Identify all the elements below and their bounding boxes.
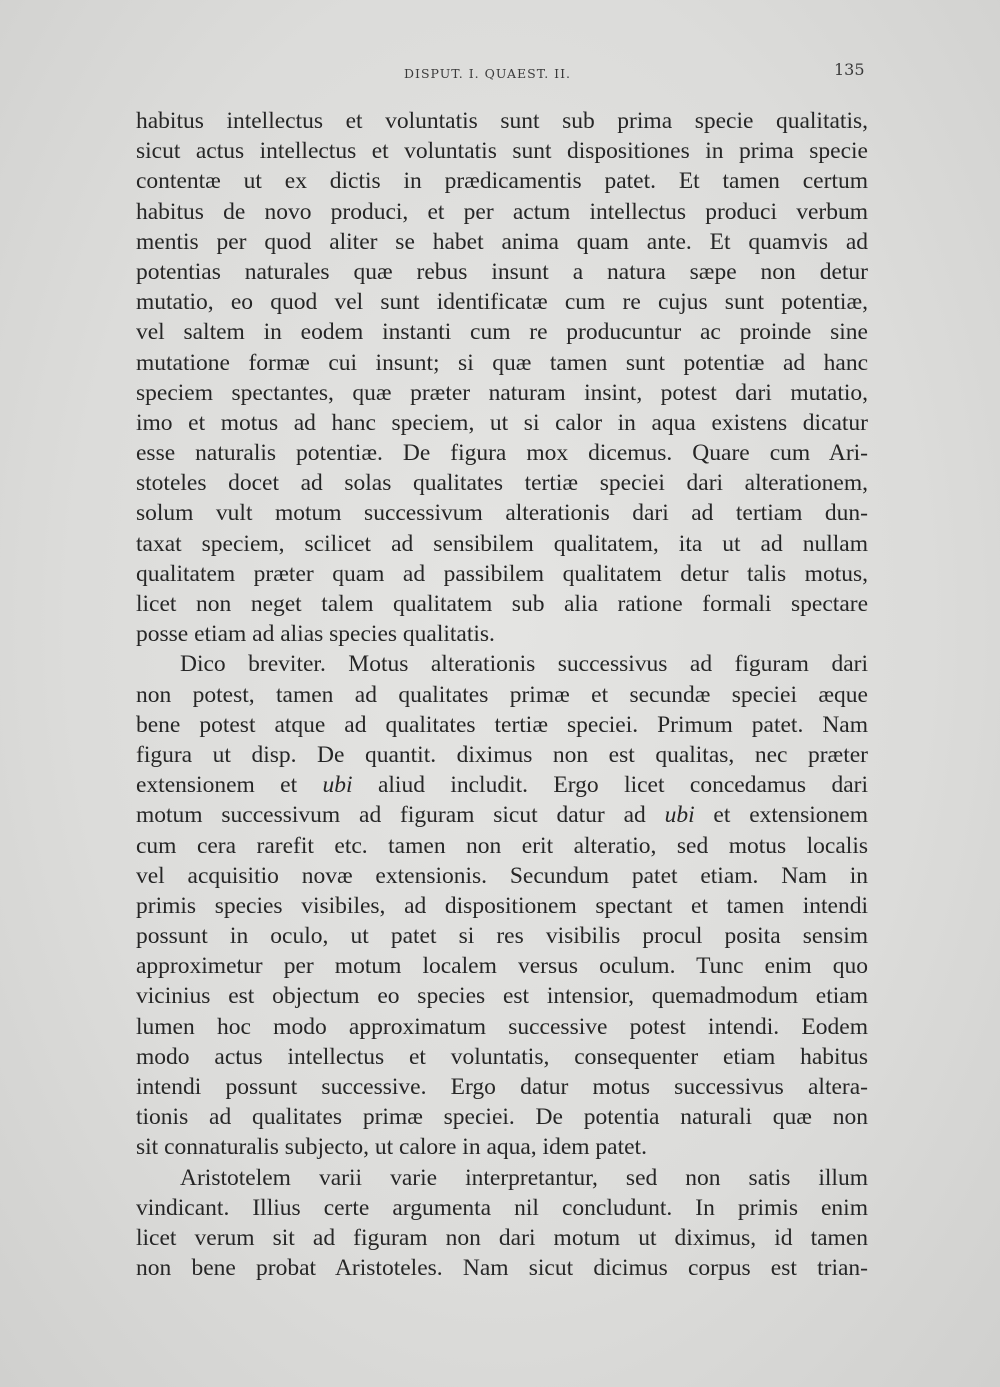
text-line: tionis ad qualitates primæ speciei. De potentia naturali quæ non [136, 1104, 868, 1131]
text-line: potentias naturales quæ rebus insunt a natura sæpe non detur [136, 258, 868, 285]
text-line: licet verum sit ad figuram non dari motum ut diximus, id tamen [136, 1224, 868, 1251]
text-line: vel saltem in eodem instanti cum re producuntur ac proinde sine [136, 319, 868, 346]
paragraph-2 [136, 649, 868, 1162]
text-line: esse naturalis potentiæ. De figura mox dicemus. Quare cum Ari- [136, 440, 868, 467]
running-head [0, 60, 1000, 90]
text-line: posse etiam ad alias species qualitatis. [136, 621, 495, 648]
text-line: non potest, tamen ad qualitates primæ et secundæ speciei æque [136, 681, 868, 708]
text-line: mutatio, eo quod vel sunt identificatæ cum re cujus sunt potentiæ, [136, 289, 868, 316]
text-line: primis species visibiles, ad dispositionem spectant et tamen intendi [136, 892, 868, 919]
text-line: Aristotelem varii varie interpretantur, sed non satis illum [180, 1164, 868, 1191]
text-line: cum cera rarefit etc. tamen non erit alteratio, sed motus localis [136, 832, 868, 859]
text-line: bene potest atque ad qualitates tertiæ speciei. Primum patet. Nam [136, 711, 868, 738]
text-line [136, 770, 868, 800]
text-segment: et extensionem [694, 802, 868, 829]
body-text [136, 106, 868, 1283]
text-segment: aliud includit. Ergo licet concedamus dari [352, 772, 868, 799]
text-line: mutatione formæ cui insunt; si quæ tamen sunt potentiæ ad hanc [136, 349, 868, 376]
text-line: imo et motus ad hanc speciem, ut si calor in aqua existens dicatur [136, 409, 868, 436]
text-line: taxat speciem, scilicet ad sensibilem qualitatem, ita ut ad nullam [136, 530, 868, 557]
text-line: lumen hoc modo approximatum successive potest intendi. Eodem [136, 1013, 868, 1040]
text-line: sit connaturalis subjecto, ut calore in aqua, idem patet. [136, 1134, 647, 1161]
text-line: licet non neget talem qualitatem sub alia ratione formali spectare [136, 591, 868, 617]
text-line: possunt in oculo, ut patet si res visibilis procul posita sensim [136, 923, 868, 950]
text-segment: motum successivum ad figuram sicut datur ad [136, 802, 665, 829]
text-line: sicut actus intellectus et voluntatis sunt dispositiones in prima specie [136, 138, 868, 165]
text-line: speciem spectantes, quæ præter naturam insint, potest dari mutatio, [136, 379, 868, 406]
text-line: vindicant. Illius certe argumenta nil concludunt. In primis enim [136, 1194, 868, 1221]
paragraph-3 [136, 1163, 868, 1284]
text-line: figura ut disp. De quantit. diximus non est qualitas, nec præter [136, 741, 868, 768]
text-line: stoteles docet ad solas qualitates tertiæ speciei dari alterationem, [136, 470, 868, 497]
italic-term: ubi [322, 772, 353, 799]
text-line: vicinius est objectum eo species est intensior, quemadmodum etiam [136, 983, 868, 1010]
text-line: non bene probat Aristoteles. Nam sicut dicimus corpus est trian- [136, 1255, 868, 1282]
text-line: modo actus intellectus et voluntatis, consequenter etiam habitus [136, 1043, 868, 1070]
italic-term: ubi [664, 802, 695, 829]
text-line: habitus intellectus et voluntatis sunt sub prima specie qualitatis, [136, 108, 868, 134]
page-number: 135 [834, 60, 865, 79]
text-line: Dico breviter. Motus alterationis successivus ad figuram dari [180, 651, 868, 678]
running-title: DISPUT. I. QUAEST. II. [404, 66, 571, 81]
text-line: intendi possunt successive. Ergo datur motus successivus altera- [136, 1074, 868, 1100]
text-line: contentæ ut ex dictis in prædicamentis patet. Et tamen certum [136, 168, 868, 195]
text-segment: extensionem et [136, 772, 323, 799]
text-line: vel acquisitio novæ extensionis. Secundum patet etiam. Nam in [136, 862, 868, 889]
paragraph-1 [136, 106, 868, 649]
text-line: approximetur per motum localem versus oculum. Tunc enim quo [136, 953, 868, 980]
text-line: habitus de novo produci, et per actum intellectus produci verbum [136, 198, 868, 225]
text-line [136, 800, 868, 830]
text-line: qualitatem præter quam ad passibilem qualitatem detur talis motus, [136, 560, 868, 587]
text-line: solum vult motum successivum alterationis dari ad tertiam dun- [136, 500, 868, 527]
text-line: mentis per quod aliter se habet anima quam ante. Et quamvis ad [136, 228, 868, 255]
